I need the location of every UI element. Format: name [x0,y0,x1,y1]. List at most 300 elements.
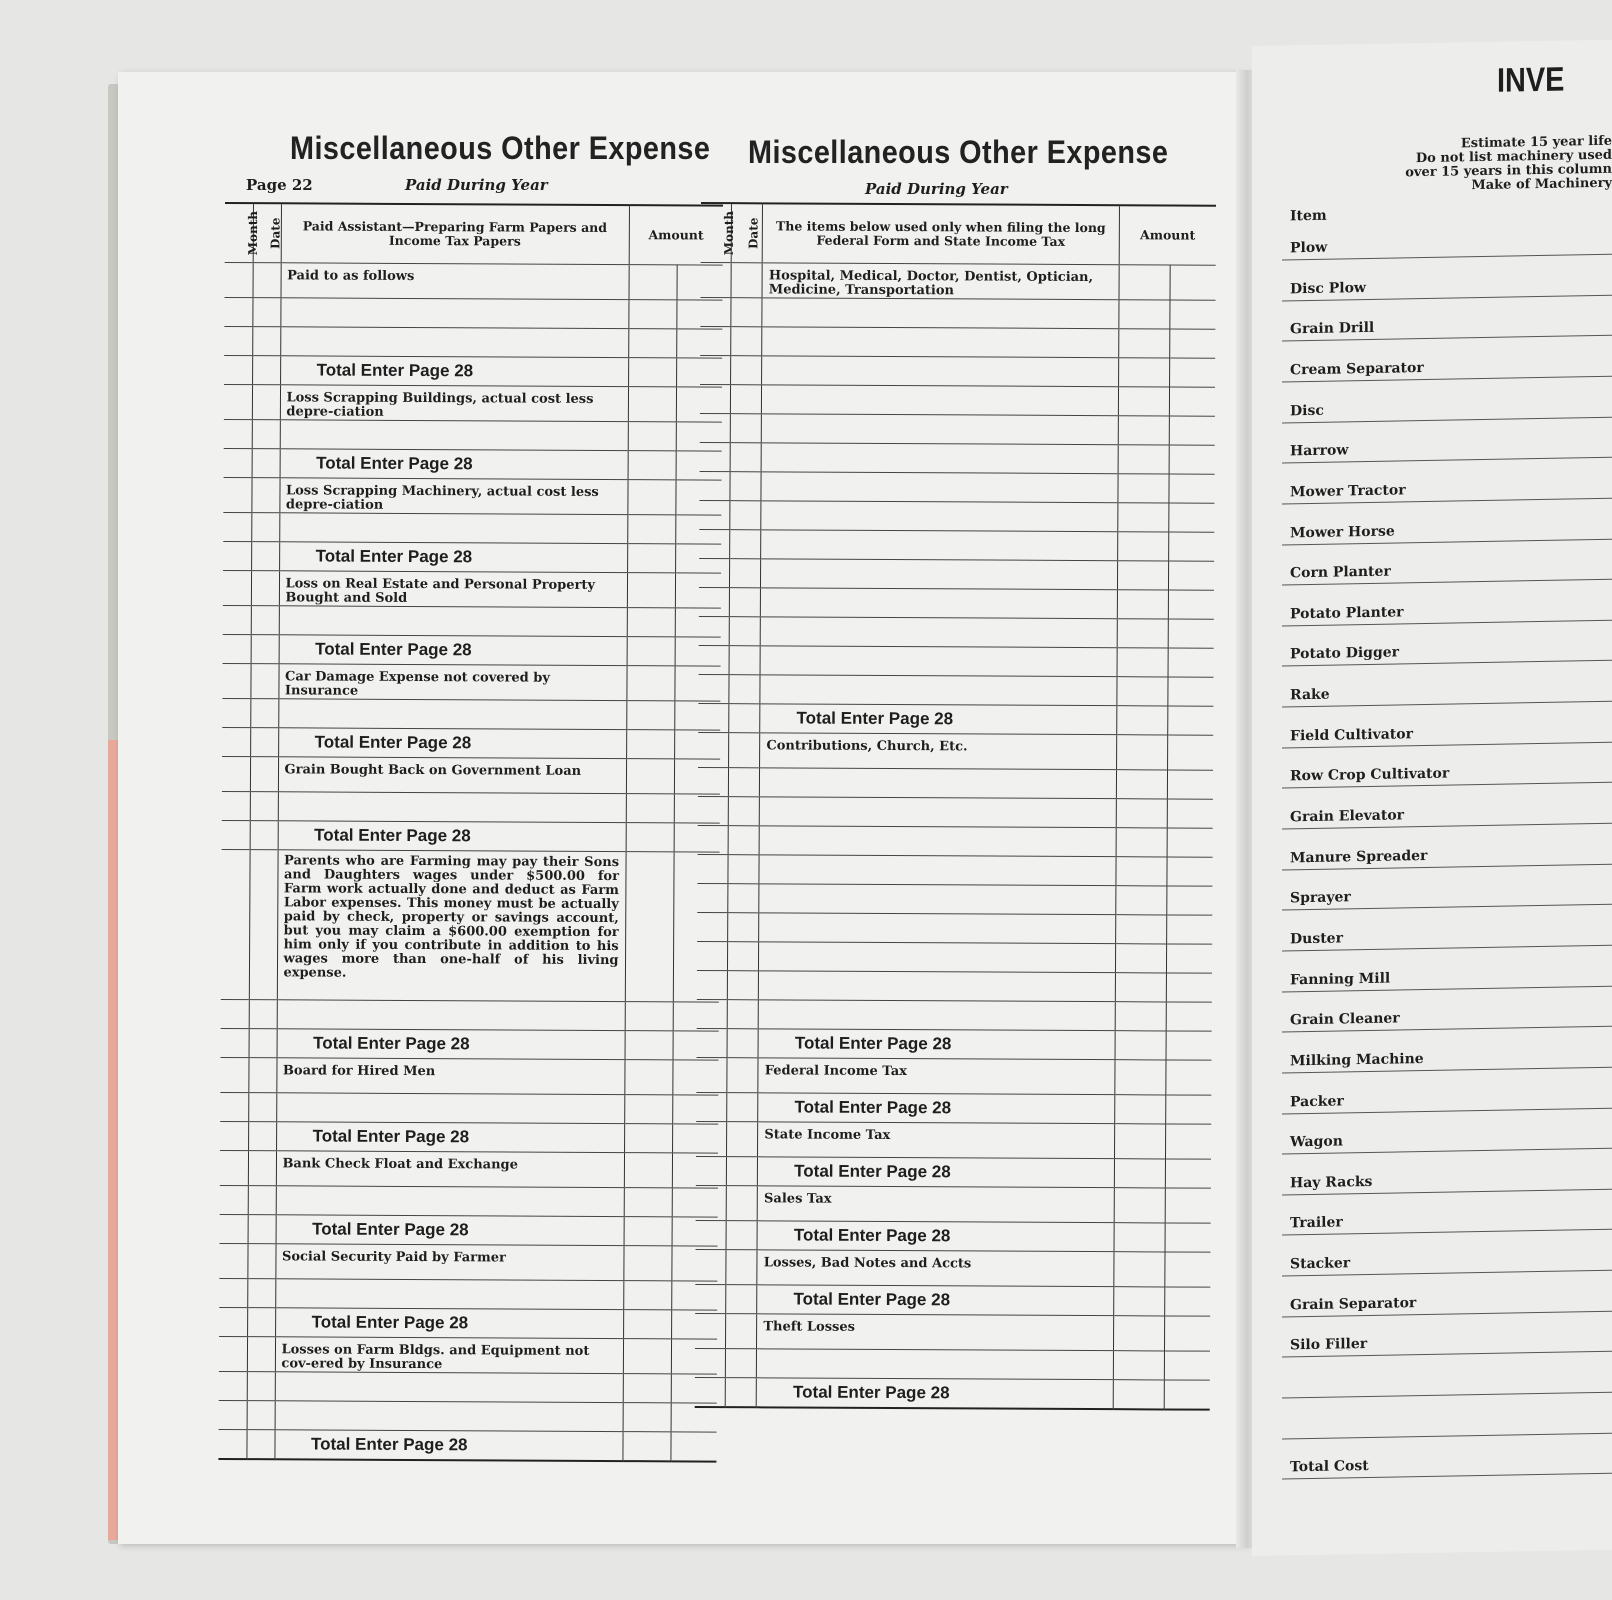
inventory-row[interactable] [1282,230,1612,261]
inventory-row[interactable] [1282,1205,1612,1236]
inventory-row[interactable] [1282,961,1612,992]
date-cell[interactable] [726,1221,757,1250]
amount-cents-cell[interactable] [1169,532,1214,561]
date-cell[interactable] [247,1244,275,1279]
month-cell[interactable] [696,1092,727,1121]
amount-dollars-cell[interactable] [1117,677,1169,706]
date-cell[interactable] [251,635,279,664]
amount-dollars-cell[interactable] [628,329,676,358]
amount-dollars-cell[interactable] [624,1153,672,1188]
amount-dollars-cell[interactable] [627,515,675,544]
inventory-row[interactable] [1282,270,1612,301]
date-cell[interactable] [731,327,762,356]
amount-cents-cell[interactable] [1168,590,1213,619]
description-cell[interactable] [760,675,1117,706]
month-cell[interactable] [699,587,730,616]
date-cell[interactable] [728,971,759,1000]
amount-dollars-cell[interactable] [1117,532,1169,561]
date-cell[interactable] [248,1215,276,1244]
amount-dollars-cell[interactable] [1114,1159,1166,1188]
date-cell[interactable] [727,1058,758,1093]
date-cell[interactable] [731,263,762,298]
description-cell[interactable] [275,1279,623,1310]
month-cell[interactable] [220,1057,248,1092]
amount-dollars-cell[interactable] [1118,329,1170,358]
amount-cents-cell[interactable] [1167,915,1212,944]
amount-dollars-cell[interactable] [1118,474,1170,503]
month-cell[interactable] [699,529,730,558]
date-cell[interactable] [249,850,278,1000]
date-cell[interactable] [726,1378,757,1408]
amount-dollars-cell[interactable] [628,387,676,422]
date-cell[interactable] [247,1337,275,1372]
date-cell[interactable] [246,1430,274,1460]
amount-dollars-cell[interactable] [1117,561,1169,590]
month-cell[interactable] [696,1156,727,1185]
description-cell[interactable] [760,617,1117,648]
date-cell[interactable] [728,855,759,884]
amount-cents-cell[interactable] [1167,944,1212,973]
description-cell[interactable] [276,1186,624,1217]
amount-dollars-cell[interactable] [624,1124,672,1153]
month-cell[interactable] [219,1400,247,1429]
amount-cents-cell[interactable] [1168,677,1213,706]
amount-dollars-cell[interactable] [628,358,676,387]
amount-cents-cell[interactable] [1166,1031,1211,1060]
amount-dollars-cell[interactable] [1115,886,1167,915]
date-cell[interactable] [247,1401,275,1430]
date-cell[interactable] [727,1186,758,1221]
month-cell[interactable] [695,1348,726,1377]
date-cell[interactable] [251,571,279,606]
date-cell[interactable] [249,1000,277,1029]
month-cell[interactable] [697,970,728,999]
month-cell[interactable] [223,541,251,570]
amount-cents-cell[interactable] [1167,828,1212,857]
description-cell[interactable] [761,559,1118,590]
month-cell[interactable] [221,999,249,1028]
month-cell[interactable] [700,442,731,471]
amount-dollars-cell[interactable] [1117,619,1169,648]
date-cell[interactable] [729,675,760,704]
amount-dollars-cell[interactable] [1115,1002,1167,1031]
date-cell[interactable] [248,1093,276,1122]
amount-dollars-cell[interactable] [623,1374,671,1403]
description-cell[interactable] [762,414,1119,445]
date-cell[interactable] [731,385,762,414]
amount-cents-cell[interactable] [1167,857,1212,886]
description-cell[interactable] [759,826,1116,857]
amount-cents-cell[interactable] [670,1432,716,1462]
amount-dollars-cell[interactable] [626,794,674,823]
amount-dollars-cell[interactable] [624,1188,672,1217]
amount-dollars-cell[interactable] [1113,1287,1165,1316]
amount-cents-cell[interactable] [1166,1060,1212,1095]
date-cell[interactable] [729,797,760,826]
month-cell[interactable] [695,1377,726,1407]
amount-dollars-cell[interactable] [627,608,675,637]
date-cell[interactable] [252,263,280,298]
month-cell[interactable] [697,1028,728,1057]
amount-dollars-cell[interactable] [623,1339,671,1374]
inventory-row[interactable] [1282,1449,1612,1480]
description-cell[interactable] [760,768,1117,799]
description-cell[interactable] [275,1372,623,1403]
date-cell[interactable] [730,559,761,588]
description-cell[interactable] [761,443,1118,474]
amount-dollars-cell[interactable] [626,823,674,852]
month-cell[interactable] [223,570,251,605]
month-cell[interactable] [698,732,729,767]
amount-dollars-cell[interactable] [625,1002,673,1031]
inventory-row[interactable] [1282,392,1612,423]
amount-dollars-cell[interactable] [627,637,675,666]
month-cell[interactable] [219,1278,247,1307]
amount-cents-cell[interactable] [1164,1351,1209,1380]
date-cell[interactable] [252,298,280,327]
amount-cents-cell[interactable] [1170,387,1215,416]
amount-cents-cell[interactable] [1166,1159,1211,1188]
month-cell[interactable] [695,1313,726,1348]
month-cell[interactable] [699,558,730,587]
month-cell[interactable] [224,262,252,297]
amount-cents-cell[interactable] [1167,799,1212,828]
date-cell[interactable] [251,478,279,513]
amount-dollars-cell[interactable] [623,1310,671,1339]
amount-cents-cell[interactable] [1169,416,1214,445]
date-cell[interactable] [248,1122,276,1151]
amount-dollars-cell[interactable] [1116,857,1168,886]
amount-dollars-cell[interactable] [627,544,675,573]
date-cell[interactable] [248,1058,276,1093]
amount-dollars-cell[interactable] [1115,944,1167,973]
amount-cents-cell[interactable] [1164,1380,1209,1410]
date-cell[interactable] [252,449,280,478]
inventory-row[interactable] [1282,1165,1612,1196]
month-cell[interactable] [224,326,252,355]
inventory-row[interactable] [1282,514,1612,545]
description-cell[interactable] [759,855,1116,886]
inventory-row[interactable] [1282,596,1612,627]
month-cell[interactable] [219,1243,247,1278]
date-cell[interactable] [728,942,759,971]
inventory-row[interactable] [1282,1083,1612,1114]
amount-dollars-cell[interactable] [1115,973,1167,1002]
date-cell[interactable] [251,513,279,542]
month-cell[interactable] [699,500,730,529]
month-cell[interactable] [223,634,251,663]
date-cell[interactable] [729,704,760,733]
amount-cents-cell[interactable] [1166,1124,1212,1159]
date-cell[interactable] [730,472,761,501]
inventory-row[interactable] [1282,677,1612,708]
date-cell[interactable] [249,1029,277,1058]
description-cell[interactable] [280,420,628,451]
date-cell[interactable] [250,728,278,757]
date-cell[interactable] [248,1186,276,1215]
date-cell[interactable] [726,1349,757,1378]
month-cell[interactable] [222,663,250,698]
amount-cents-cell[interactable] [1170,358,1215,387]
month-cell[interactable] [218,1429,246,1459]
amount-dollars-cell[interactable] [1118,416,1170,445]
amount-cents-cell[interactable] [1166,1002,1211,1031]
inventory-row[interactable] [1282,1408,1612,1439]
description-cell[interactable] [761,472,1118,503]
amount-dollars-cell[interactable] [626,701,674,730]
month-cell[interactable] [220,1214,248,1243]
month-cell[interactable] [699,645,730,674]
description-cell[interactable] [759,942,1116,973]
amount-dollars-cell[interactable] [1117,648,1169,677]
amount-cents-cell[interactable] [1168,735,1214,770]
description-cell[interactable] [759,884,1116,915]
month-cell[interactable] [698,703,729,732]
amount-dollars-cell[interactable] [1113,1351,1165,1380]
amount-dollars-cell[interactable] [1118,300,1170,329]
amount-cents-cell[interactable] [1166,973,1211,1002]
inventory-row[interactable] [1282,474,1612,505]
date-cell[interactable] [248,1151,276,1186]
month-cell[interactable] [219,1307,247,1336]
amount-cents-cell[interactable] [1165,1223,1210,1252]
amount-cents-cell[interactable] [1168,770,1213,799]
month-cell[interactable] [698,825,729,854]
date-cell[interactable] [731,356,762,385]
inventory-row[interactable] [1282,758,1612,789]
amount-cents-cell[interactable] [1169,474,1214,503]
month-cell[interactable] [223,605,251,634]
amount-cents-cell[interactable] [1169,503,1214,532]
amount-dollars-cell[interactable] [626,730,674,759]
inventory-row[interactable] [1282,636,1612,667]
month-cell[interactable] [699,616,730,645]
date-cell[interactable] [727,1157,758,1186]
month-cell[interactable] [698,796,729,825]
month-cell[interactable] [224,297,252,326]
month-cell[interactable] [696,1057,727,1092]
amount-dollars-cell[interactable] [1116,706,1168,735]
amount-cents-cell[interactable] [1165,1287,1210,1316]
amount-cents-cell[interactable] [1170,300,1215,329]
date-cell[interactable] [730,617,761,646]
amount-dollars-cell[interactable] [1113,1316,1165,1351]
inventory-row[interactable] [1282,433,1612,464]
date-cell[interactable] [731,414,762,443]
month-cell[interactable] [700,355,731,384]
amount-dollars-cell[interactable] [627,480,675,515]
month-cell[interactable] [700,326,731,355]
inventory-row[interactable] [1282,311,1612,342]
month-cell[interactable] [224,355,252,384]
month-cell[interactable] [699,471,730,500]
inventory-row[interactable] [1282,717,1612,748]
date-cell[interactable] [252,356,280,385]
amount-dollars-cell[interactable] [624,1095,672,1124]
date-cell[interactable] [730,530,761,559]
date-cell[interactable] [727,1029,758,1058]
month-cell[interactable] [221,1028,249,1057]
date-cell[interactable] [726,1285,757,1314]
description-cell[interactable] [278,792,626,823]
date-cell[interactable] [247,1279,275,1308]
amount-dollars-cell[interactable] [1114,1188,1166,1223]
amount-dollars-cell[interactable] [624,1060,672,1095]
description-cell[interactable] [275,1401,623,1432]
month-cell[interactable] [697,999,728,1028]
month-cell[interactable] [696,1220,727,1249]
month-cell[interactable] [223,477,251,512]
inventory-row[interactable] [1282,352,1612,383]
description-cell[interactable] [276,1093,624,1124]
amount-cents-cell[interactable] [1170,329,1215,358]
date-cell[interactable] [730,443,761,472]
date-cell[interactable] [252,420,280,449]
amount-dollars-cell[interactable] [1114,1223,1166,1252]
month-cell[interactable] [224,419,252,448]
date-cell[interactable] [727,1122,758,1157]
date-cell[interactable] [731,298,762,327]
date-cell[interactable] [247,1372,275,1401]
amount-dollars-cell[interactable] [626,759,674,794]
date-cell[interactable] [729,733,760,768]
inventory-row[interactable] [1282,1327,1612,1358]
inventory-row[interactable] [1282,799,1612,830]
amount-dollars-cell[interactable] [626,666,674,701]
inventory-row[interactable] [1282,1124,1612,1155]
description-cell[interactable] [760,797,1117,828]
inventory-row[interactable] [1282,921,1612,952]
month-cell[interactable] [222,791,250,820]
date-cell[interactable] [251,606,279,635]
description-cell[interactable] [757,1349,1114,1380]
month-cell[interactable] [700,262,731,297]
amount-dollars-cell[interactable] [1113,1380,1165,1410]
amount-dollars-cell[interactable] [624,1217,672,1246]
description-cell[interactable] [762,327,1119,358]
month-cell[interactable] [700,384,731,413]
description-cell[interactable] [762,385,1119,416]
month-cell[interactable] [697,854,728,883]
month-cell[interactable] [220,1121,248,1150]
amount-cents-cell[interactable] [1165,1316,1211,1351]
date-cell[interactable] [727,1093,758,1122]
amount-dollars-cell[interactable] [1116,828,1168,857]
month-cell[interactable] [698,767,729,796]
amount-cents-cell[interactable] [1169,445,1214,474]
amount-dollars-cell[interactable] [627,573,675,608]
date-cell[interactable] [728,1000,759,1029]
date-cell[interactable] [250,792,278,821]
amount-dollars-cell[interactable] [625,852,674,1002]
inventory-row[interactable] [1282,1002,1612,1033]
inventory-row[interactable] [1282,1286,1612,1317]
date-cell[interactable] [729,768,760,797]
amount-dollars-cell[interactable] [1113,1252,1165,1287]
date-cell[interactable] [728,884,759,913]
date-cell[interactable] [728,826,759,855]
description-cell[interactable] [759,913,1116,944]
date-cell[interactable] [730,501,761,530]
date-cell[interactable] [730,588,761,617]
inventory-row[interactable] [1282,555,1612,586]
description-cell[interactable] [277,1000,625,1031]
amount-dollars-cell[interactable] [1118,387,1170,416]
description-cell[interactable] [761,530,1118,561]
amount-dollars-cell[interactable] [1116,735,1168,770]
amount-dollars-cell[interactable] [1116,770,1168,799]
month-cell[interactable] [700,297,731,326]
amount-dollars-cell[interactable] [628,300,676,329]
date-cell[interactable] [251,542,279,571]
month-cell[interactable] [222,698,250,727]
date-cell[interactable] [729,646,760,675]
date-cell[interactable] [726,1250,757,1285]
month-cell[interactable] [697,941,728,970]
inventory-row[interactable] [1282,839,1612,870]
amount-dollars-cell[interactable] [628,451,676,480]
month-cell[interactable] [224,384,252,419]
description-cell[interactable] [758,1000,1115,1031]
month-cell[interactable] [698,674,729,703]
month-cell[interactable] [223,512,251,541]
inventory-row[interactable] [1282,880,1612,911]
date-cell[interactable] [250,821,278,850]
description-cell[interactable] [280,327,628,358]
month-cell[interactable] [696,1121,727,1156]
description-cell[interactable] [762,298,1119,329]
description-cell[interactable] [760,646,1117,677]
description-cell[interactable] [759,971,1116,1002]
amount-dollars-cell[interactable] [1114,1095,1166,1124]
date-cell[interactable] [250,757,278,792]
date-cell[interactable] [250,699,278,728]
description-cell[interactable] [279,606,627,637]
amount-dollars-cell[interactable] [1116,799,1168,828]
date-cell[interactable] [728,913,759,942]
amount-dollars-cell[interactable] [623,1246,671,1281]
amount-dollars-cell[interactable] [1115,1031,1167,1060]
amount-dollars-cell[interactable] [1114,1124,1166,1159]
month-cell[interactable] [219,1336,247,1371]
inventory-row[interactable] [1282,1043,1612,1074]
month-cell[interactable] [220,1092,248,1121]
month-cell[interactable] [222,756,250,791]
amount-dollars-cell[interactable] [628,422,676,451]
amount-dollars-cell[interactable] [1117,503,1169,532]
date-cell[interactable] [247,1308,275,1337]
month-cell[interactable] [224,448,252,477]
month-cell[interactable] [697,883,728,912]
amount-dollars-cell[interactable] [1118,445,1170,474]
amount-dollars-cell[interactable] [1114,1060,1166,1095]
month-cell[interactable] [222,727,250,756]
description-cell[interactable] [279,513,627,544]
month-cell[interactable] [696,1185,727,1220]
month-cell[interactable] [697,912,728,941]
amount-cents-cell[interactable] [1168,706,1213,735]
amount-dollars-cell[interactable] [1115,915,1167,944]
month-cell[interactable] [221,849,250,999]
amount-dollars-cell[interactable] [1118,358,1170,387]
inventory-row[interactable] [1282,1368,1612,1399]
amount-cents-cell[interactable] [1165,1252,1211,1287]
amount-dollars-cell[interactable] [623,1403,671,1432]
amount-dollars-cell[interactable] [622,1432,670,1462]
amount-dollars-cell[interactable] [625,1031,673,1060]
amount-cents-cell[interactable] [1170,265,1216,300]
amount-dollars-cell[interactable] [628,265,676,300]
